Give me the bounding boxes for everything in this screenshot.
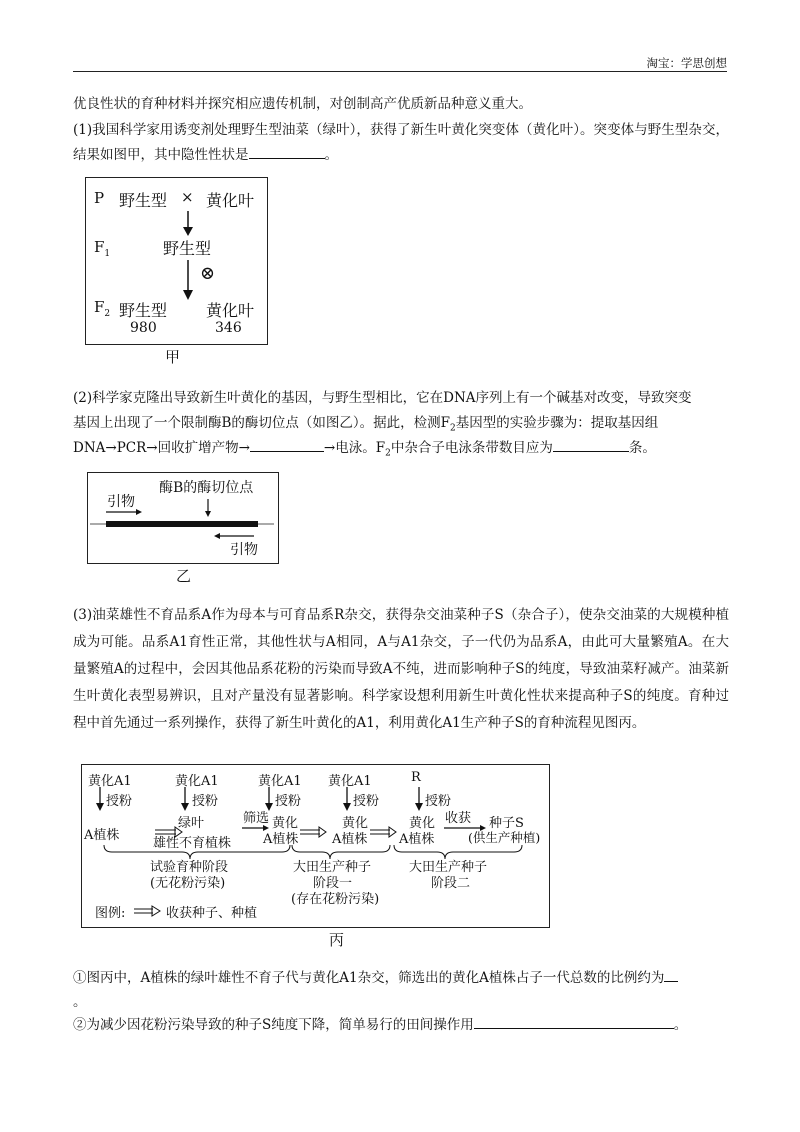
bing-top-label-3: 黄化A1: [258, 774, 302, 789]
bing-harvest: 收获: [445, 811, 472, 826]
jia-f2-wild: 野生型: [119, 301, 168, 320]
bing-a-plant: A植株: [84, 828, 120, 843]
bing-top-label-5: R: [411, 770, 421, 785]
q3-paragraph: (3)油菜雄性不育品系A作为母本与可育品系R杂交，获得杂交油菜种子S（杂合子），使杂交油菜的大规模种植成为可能。品系A1育性正常，其他性状与A相同，A与A1杂交，子一代仍为品系A，由此可大量繁殖A。在大量繁殖A的过程中，会因其他品系花粉的污染而导致A不纯，进而影响种子S的纯度，导致油菜籽减产。油菜新生叶黄化表型易辨识，且对产量没有显著影响。科学家设想利用新生叶黄化性状来提高种子S的纯度。育种过程中首先通过一系列操作，获得了新生叶黄化的A1，利用黄化A1生产种子S的育种流程见图丙。: [73, 607, 729, 731]
bing-top-label-2: 黄化A1: [175, 774, 219, 789]
bing-top-label-4: 黄化A1: [328, 774, 372, 789]
q3-1: ①图丙中，A植株的绿叶雄性不育子代与黄化A1杂交，筛选出的黄化A植株占子一代总数的比例约为: [73, 966, 729, 991]
bing-legend-arrow-icon: [133, 905, 163, 917]
header-divider: [73, 71, 727, 72]
bing-a-plant-3: A植株: [332, 832, 368, 847]
bing-legend-label: 图例:: [95, 906, 126, 921]
jia-f2-label: $F_2$: [94, 298, 111, 319]
q2-line1: (2)科学家克隆出导致新生叶黄化的基因，与野生型相比，它在DNA序列上有一个碱基对改变，导致突变: [73, 390, 692, 406]
jia-p-wild: 野生型: [119, 191, 168, 210]
q1-end: 。: [324, 147, 338, 163]
yi-site-label: 酶B的酶切位点: [159, 480, 254, 496]
yi-primer-right: 引物: [230, 542, 258, 558]
q3-1-end: 。: [73, 994, 87, 1010]
jia-p-yellow: 黄化叶: [206, 191, 255, 210]
jia-caption: 甲: [165, 348, 181, 366]
bing-seed-s: 种子S: [489, 816, 524, 831]
jia-f2-yellow: 黄化叶: [206, 301, 255, 320]
bing-stage-3b: 阶段二: [431, 876, 471, 891]
bing-pollinate-4: 授粉: [353, 794, 380, 809]
q3-2-answer-blank[interactable]: [474, 1014, 674, 1029]
bing-male-sterile: 雄性不育植株: [153, 836, 232, 851]
intro-text: 优良性状的育种材料并探究相应遗传机制，对创制高产优质新品种意义重大。: [73, 96, 532, 112]
q2-line3: DNA→PCR→回收扩增产物→ →电泳。$F_2$中杂合子电泳条带数目应为 条。: [73, 436, 729, 467]
q1-answer-blank[interactable]: [249, 144, 325, 159]
jia-f2-wild-count: 980: [130, 320, 157, 336]
yi-caption: 乙: [176, 567, 192, 585]
bing-stage-2a: 大田生产种子: [293, 860, 372, 875]
jia-p-label: P: [94, 189, 105, 207]
yi-primer-left: 引物: [107, 494, 135, 510]
bing-caption: 丙: [329, 931, 345, 949]
bing-stage-2b: 阶段一: [313, 876, 353, 891]
bing-screen: 筛选: [243, 811, 270, 826]
bing-stage-2-note: (存在花粉污染): [291, 892, 380, 907]
jia-f1-label: $F_1$: [94, 238, 111, 259]
bing-pollinate-3: 授粉: [275, 794, 302, 809]
bing-a-plant-2: A植株: [263, 832, 299, 847]
bing-pollinate-1: 授粉: [106, 794, 133, 809]
bing-stage-1: 试验育种阶段: [150, 860, 229, 875]
yi-dna-diagram: [88, 495, 276, 543]
bing-yellow-3: 黄化: [409, 816, 436, 831]
q3-2: ②为减少因花粉污染导致的种子S纯度下降，简单易行的田间操作用 。: [73, 1013, 729, 1038]
q2-answer-blank-1[interactable]: [250, 437, 324, 452]
q3-1-answer-blank[interactable]: [664, 967, 678, 982]
bing-top-label-1: 黄化A1: [88, 774, 132, 789]
bing-yellow-1: 黄化: [272, 816, 299, 831]
bing-stage-1-note: (无花粉污染): [150, 876, 226, 891]
bing-pollinate-2: 授粉: [192, 794, 219, 809]
question-1: [73, 118, 729, 168]
bing-legend-text: 收获种子、种植: [166, 906, 258, 921]
header-brand: 淘宝：学思创想: [646, 56, 727, 70]
jia-cross-sign: ×: [181, 188, 194, 206]
bing-green-leaf: 绿叶: [178, 816, 205, 831]
bing-pollinate-5: 授粉: [425, 794, 452, 809]
q2-line2: 基因上出现了一个限制酶B的酶切位点（如图乙）。据此，检测$F_2$基因型的实验步骤为：提取基因组: [73, 415, 659, 434]
bing-stage-3a: 大田生产种子: [409, 860, 488, 875]
jia-self-cross-icon: ⊗: [200, 263, 216, 284]
q1-text: (1)我国科学家用诱变剂处理野生型油菜（绿叶），获得了新生叶黄化突变体（黄化叶）。突变体与野生型杂交，结果如图甲，其中隐性性状是: [73, 122, 729, 163]
jia-f2-yellow-count: 346: [215, 320, 242, 336]
jia-f1-text: 野生型: [163, 239, 212, 258]
bing-yellow-2: 黄化: [342, 816, 369, 831]
q2-answer-blank-2[interactable]: [553, 437, 629, 452]
bing-a-plant-4: A植株: [399, 832, 435, 847]
bing-seed-s-use: (供生产种植): [468, 830, 541, 845]
